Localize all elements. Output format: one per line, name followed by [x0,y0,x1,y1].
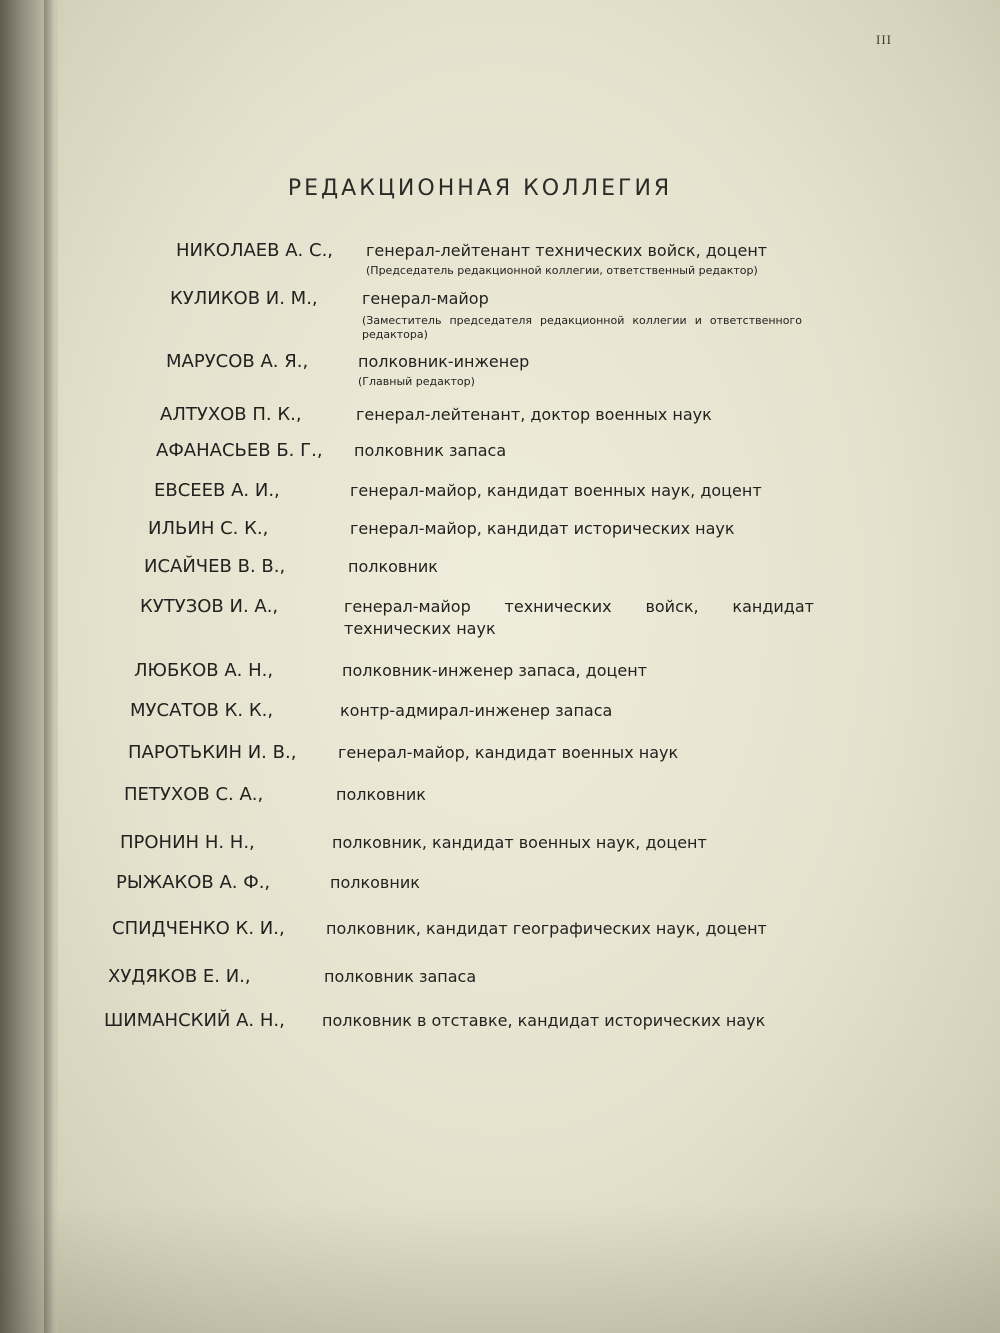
page-title-text: РЕДАКЦИОННАЯ КОЛЛЕГИЯ [287,176,673,201]
page-number: III [876,32,892,47]
page-shadow [0,1203,1000,1333]
member-title: полковник, кандидат географических наук, доцент [326,919,767,938]
member-title: генерал-майор, кандидат военных наук [338,743,679,762]
member-title: полковник в отставке, кандидат исторических наук [322,1011,766,1030]
member-title: полковник запаса [354,441,507,460]
member-title: полковник запаса [324,967,477,986]
member-title: полковник [330,873,420,892]
member-name: МАРУСОВ А. Я., [166,351,309,372]
member-name: ХУДЯКОВ Е. И., [108,966,251,987]
member-title: полковник-инженер [358,352,530,371]
member-title: полковник [336,785,426,804]
member-name: ШИМАНСКИЙ А. Н., [104,1010,285,1031]
member-name: АЛТУХОВ П. К., [160,404,302,425]
member-name: ИЛЬИН С. К., [148,518,269,539]
member-name: НИКОЛАЕВ А. С., [176,240,334,261]
member-name: ИСАЙЧЕВ В. В., [144,556,286,577]
member-title: генерал-лейтенант технических войск, доцент [366,241,768,260]
member-title: полковник [348,557,438,576]
member-title: полковник, кандидат военных наук, доцент [332,833,707,852]
member-note: (Председатель редакционной коллегии, ответственный редактор) [366,264,758,277]
member-name: ПРОНИН Н. Н., [120,832,255,853]
member-name: ЛЮБКОВ А. Н., [134,660,274,681]
member-title: генерал-майор, кандидат военных наук, доцент [350,481,762,500]
member-name: АФАНАСЬЕВ Б. Г., [156,440,323,461]
member-note: (Заместитель председателя редакционной коллегии и ответственного редактора) [362,314,802,341]
member-name: ПАРОТЬКИН И. В., [128,742,297,763]
member-title: генерал-майор, кандидат исторических наук [350,519,735,538]
member-name: ЕВСЕЕВ А. И., [154,480,280,501]
member-title: генерал-майор технических войск, кандидат технических наук [344,597,814,638]
member-title: полковник-инженер запаса, доцент [342,661,648,680]
page-title [0,176,1000,201]
member-note: (Главный редактор) [358,375,475,388]
member-title: контр-адмирал-инженер запаса [340,701,613,720]
member-name: КУТУЗОВ И. А., [140,596,279,617]
member-name: КУЛИКОВ И. М., [170,288,318,309]
member-title: генерал-лейтенант, доктор военных наук [356,405,712,424]
member-name: РЫЖАКОВ А. Ф., [116,872,271,893]
member-name: МУСАТОВ К. К., [130,700,274,721]
member-title: генерал-майор [362,289,489,308]
member-name: ПЕТУХОВ С. А., [124,784,264,805]
member-name: СПИДЧЕНКО К. И., [112,918,285,939]
